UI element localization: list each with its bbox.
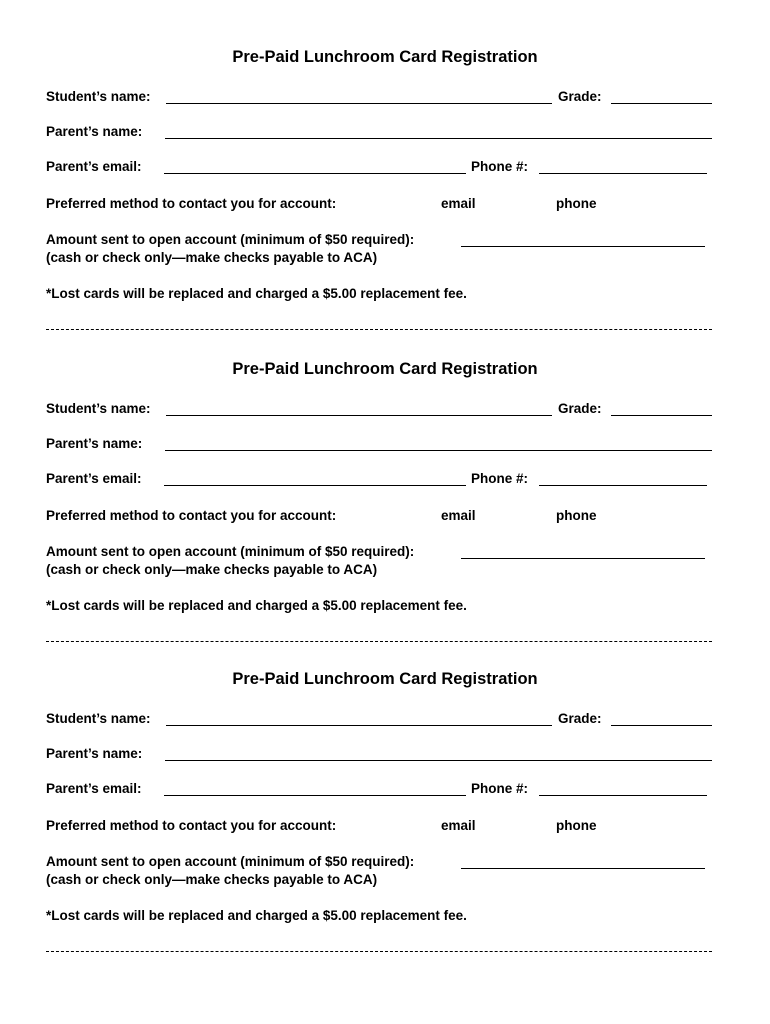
lost-card-note: *Lost cards will be replaced and charged a $5.00 replacement fee. (46, 598, 467, 613)
payment-note: (cash or check only—make checks payable to ACA) (46, 250, 378, 265)
parent-name-field[interactable] (165, 745, 712, 761)
parent-name-label: Parent’s name: (46, 436, 143, 451)
cut-line-divider (46, 951, 712, 952)
contact-option-phone[interactable]: phone (556, 508, 597, 523)
amount-label: Amount sent to open account (minimum of $50 required): (46, 232, 415, 247)
phone-field[interactable] (539, 780, 707, 796)
grade-label: Grade: (558, 711, 602, 726)
contact-option-phone[interactable]: phone (556, 818, 597, 833)
amount-field[interactable] (461, 853, 705, 869)
parent-email-label: Parent’s email: (46, 781, 142, 796)
lost-card-row (46, 285, 712, 303)
parent-row (46, 435, 712, 453)
cut-line-row (46, 942, 712, 960)
contact-option-email[interactable]: email (441, 508, 476, 523)
amount-row (46, 853, 712, 871)
amount-field[interactable] (461, 543, 705, 559)
amount-label: Amount sent to open account (minimum of $50 required): (46, 854, 415, 869)
parent-name-field[interactable] (165, 435, 712, 451)
grade-field[interactable] (611, 400, 712, 416)
cut-line-row (46, 320, 712, 338)
student-name-field[interactable] (166, 710, 552, 726)
preferred-contact-row (46, 817, 712, 835)
parent-email-field[interactable] (164, 780, 466, 796)
amount-row (46, 231, 712, 249)
form-title: Pre-Paid Lunchroom Card Registration (232, 48, 538, 66)
grade-label: Grade: (558, 401, 602, 416)
grade-field[interactable] (611, 710, 712, 726)
payment-note-row (46, 249, 712, 267)
parent-email-label: Parent’s email: (46, 159, 142, 174)
email-row (46, 470, 712, 488)
parent-name-field[interactable] (165, 123, 712, 139)
parent-row (46, 123, 712, 141)
student-name-field[interactable] (166, 400, 552, 416)
student-row (46, 710, 712, 728)
form-title: Pre-Paid Lunchroom Card Registration (232, 670, 538, 688)
preferred-contact-label: Preferred method to contact you for account: (46, 818, 337, 833)
preferred-contact-row (46, 195, 712, 213)
form-title: Pre-Paid Lunchroom Card Registration (232, 360, 538, 378)
cut-line-row (46, 632, 712, 650)
student-name-label: Student’s name: (46, 401, 151, 416)
preferred-contact-label: Preferred method to contact you for account: (46, 196, 337, 211)
student-row (46, 88, 712, 106)
parent-email-field[interactable] (164, 158, 466, 174)
payment-note-row (46, 871, 712, 889)
contact-option-phone[interactable]: phone (556, 196, 597, 211)
email-row (46, 780, 712, 798)
cut-line-divider (46, 329, 712, 330)
payment-note: (cash or check only—make checks payable to ACA) (46, 562, 378, 577)
student-name-field[interactable] (166, 88, 552, 104)
student-name-label: Student’s name: (46, 711, 151, 726)
contact-option-email[interactable]: email (441, 196, 476, 211)
grade-field[interactable] (611, 88, 712, 104)
amount-label: Amount sent to open account (minimum of $50 required): (46, 544, 415, 559)
phone-label: Phone #: (471, 159, 529, 174)
amount-row (46, 543, 712, 561)
student-row (46, 400, 712, 418)
payment-note: (cash or check only—make checks payable to ACA) (46, 872, 378, 887)
student-name-label: Student’s name: (46, 89, 151, 104)
contact-option-email[interactable]: email (441, 818, 476, 833)
cut-line-divider (46, 641, 712, 642)
parent-email-field[interactable] (164, 470, 466, 486)
parent-email-label: Parent’s email: (46, 471, 142, 486)
lost-card-note: *Lost cards will be replaced and charged a $5.00 replacement fee. (46, 286, 467, 301)
phone-label: Phone #: (471, 781, 529, 796)
parent-row (46, 745, 712, 763)
phone-field[interactable] (539, 470, 707, 486)
grade-label: Grade: (558, 89, 602, 104)
preferred-contact-row (46, 507, 712, 525)
phone-field[interactable] (539, 158, 707, 174)
phone-label: Phone #: (471, 471, 529, 486)
payment-note-row (46, 561, 712, 579)
preferred-contact-label: Preferred method to contact you for account: (46, 508, 337, 523)
parent-name-label: Parent’s name: (46, 746, 143, 761)
parent-name-label: Parent’s name: (46, 124, 143, 139)
lost-card-row (46, 907, 712, 925)
lost-card-row (46, 597, 712, 615)
amount-field[interactable] (461, 231, 705, 247)
email-row (46, 158, 712, 176)
lost-card-note: *Lost cards will be replaced and charged a $5.00 replacement fee. (46, 908, 467, 923)
